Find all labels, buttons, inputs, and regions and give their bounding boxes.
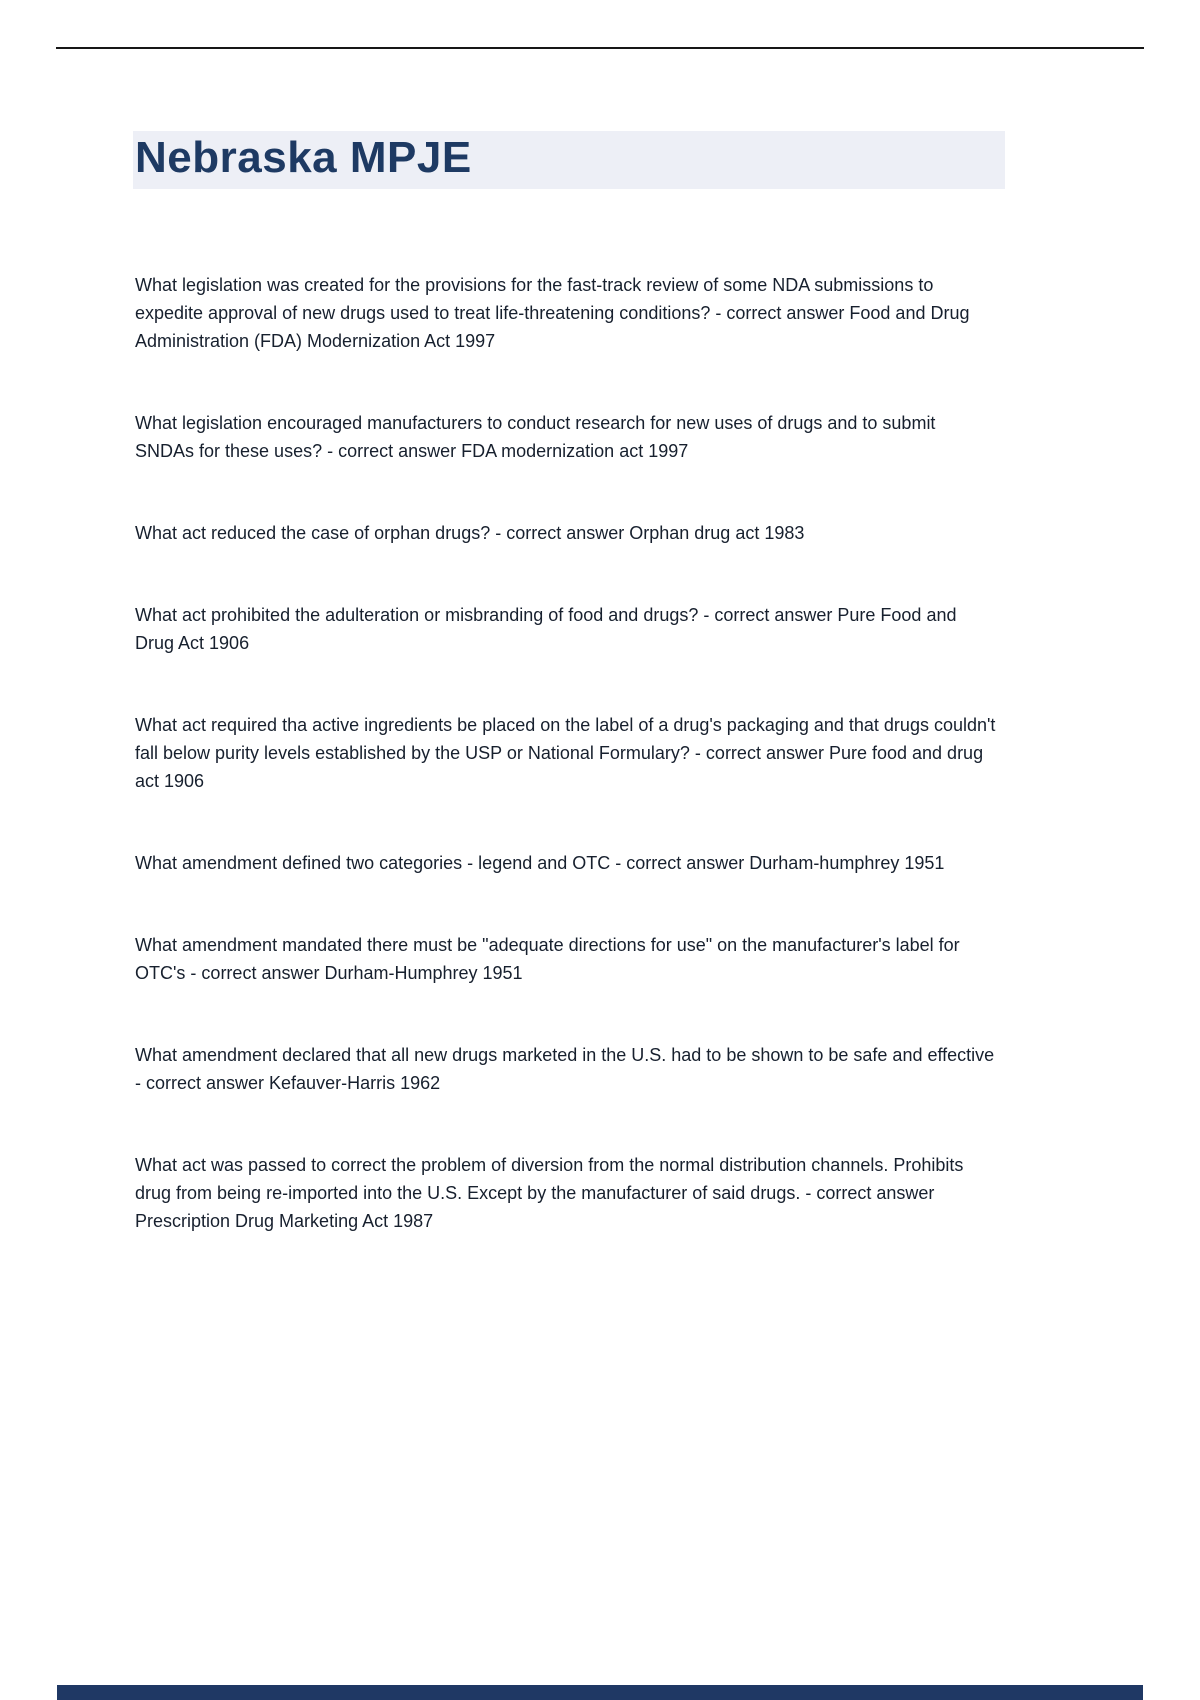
qa-paragraph: What act required tha active ingredients be placed on the label of a drug's packaging and that drugs couldn't fall below purity levels established by the USP or National Formulary? - correct answer Pure food and drug act 1906 (135, 715, 996, 791)
qa-paragraph: What amendment defined two categories - legend and OTC - correct answer Durham-humphrey 1951 (135, 853, 945, 873)
top-rule (56, 47, 1144, 49)
qa-paragraph: What legislation was created for the provisions for the fast-track review of some NDA submissions to expedite approval of new drugs used to treat life-threatening conditions? - correct answer Food and Drug Administration (FDA) Modernization Act 1997 (135, 275, 970, 351)
qa-paragraph: What act prohibited the adulteration or misbranding of food and drugs? - correct answer Pure Food and Drug Act 1906 (135, 605, 957, 653)
qa-paragraph: What act reduced the case of orphan drugs? - correct answer Orphan drug act 1983 (135, 523, 805, 543)
qa-paragraph: What act was passed to correct the problem of diversion from the normal distribution channels. Prohibits drug from being re-imported into the U.S. Except by the manufacturer of said drugs. - correct answer Prescription Drug Marketing Act 1987 (135, 1155, 964, 1231)
qa-paragraph: What legislation encouraged manufacturers to conduct research for new uses of drugs and to submit SNDAs for these uses? - correct answer FDA modernization act 1997 (135, 413, 936, 461)
qa-paragraph: What amendment declared that all new drugs marketed in the U.S. had to be shown to be safe and effective - correct answer Kefauver-Harris 1962 (135, 1045, 995, 1093)
qa-paragraph: What amendment mandated there must be "adequate directions for use" on the manufacturer's label for OTC's - correct answer Durham-Humphrey 1951 (135, 935, 960, 983)
page-title: Nebraska MPJE (133, 131, 1005, 189)
document-body (135, 271, 997, 1289)
footer-bar (57, 1685, 1143, 1700)
